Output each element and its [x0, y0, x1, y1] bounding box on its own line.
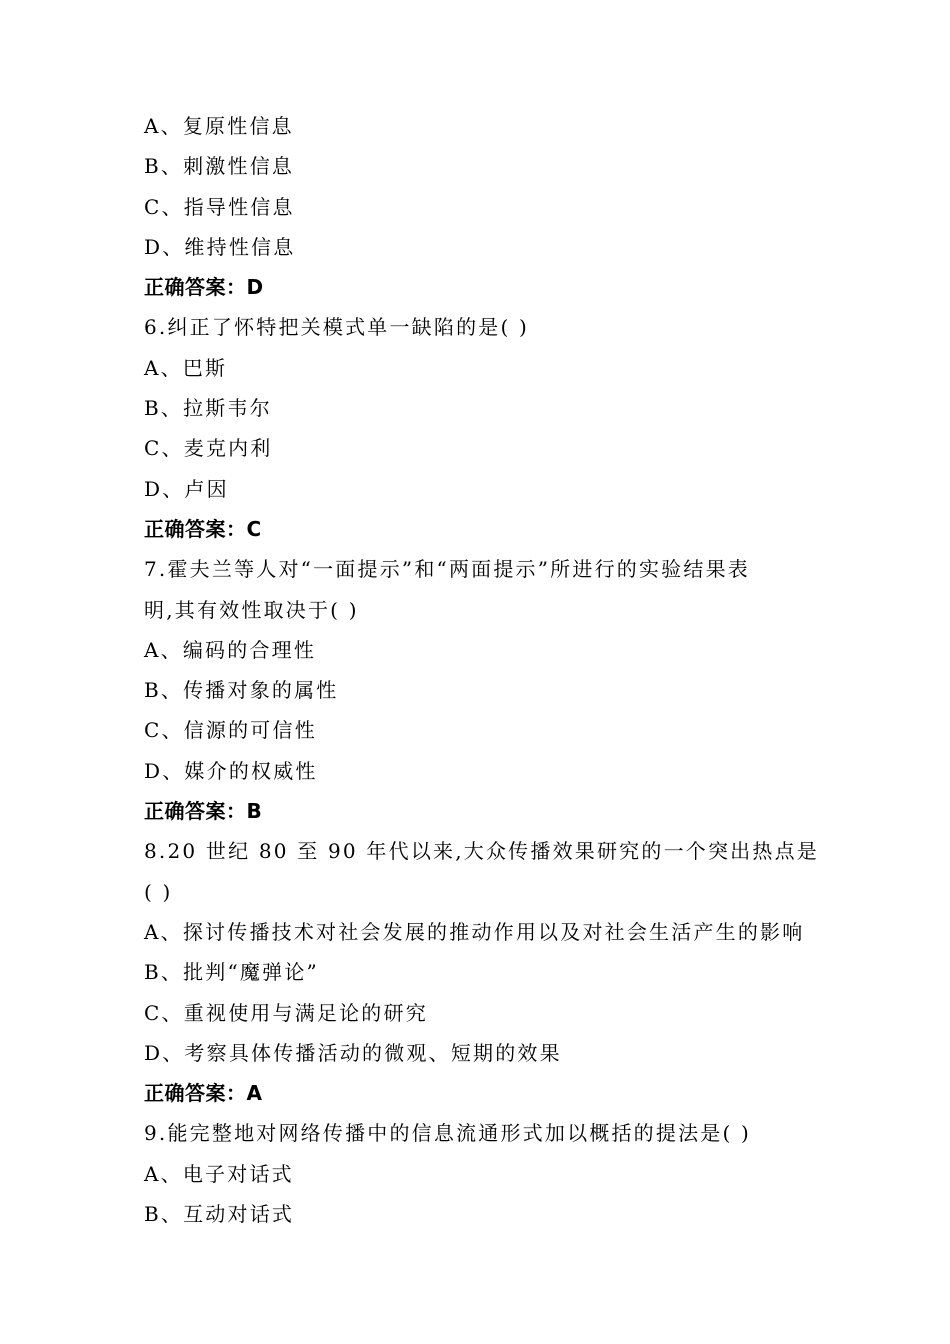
question-8-line-1: 8.20 世纪 80 至 90 年代以来,大众传播效果研究的一个突出热点是 — [144, 839, 819, 864]
answer-q6: 正确答案：C — [144, 516, 262, 541]
option-q8-b: B、批判“魔弹论” — [144, 960, 319, 985]
option-q8-c: C、重视使用与满足论的研究 — [144, 1000, 428, 1025]
option-q9-a: A、电子对话式 — [144, 1161, 294, 1186]
question-9: 9.能完整地对网络传播中的信息流通形式加以概括的提法是( ) — [144, 1121, 752, 1146]
answer-q5: 正确答案：D — [144, 275, 264, 300]
question-6: 6.纠正了怀特把关模式单一缺陷的是( ) — [144, 315, 530, 340]
option-q5-c: C、指导性信息 — [144, 194, 295, 219]
option-q8-a: A、探讨传播技术对社会发展的推动作用以及对社会生活产生的影响 — [144, 919, 805, 944]
option-q6-b: B、拉斯韦尔 — [144, 396, 272, 421]
option-q7-c: C、信源的可信性 — [144, 718, 317, 743]
option-q8-d: D、考察具体传播活动的微观、短期的效果 — [144, 1040, 562, 1065]
option-q7-b: B、传播对象的属性 — [144, 678, 339, 703]
answer-q7: 正确答案：B — [144, 799, 263, 824]
option-q7-d: D、媒介的权威性 — [144, 758, 318, 783]
question-7-line-1: 7.霍夫兰等人对“一面提示”和“两面提示”所进行的实验结果表 — [144, 557, 750, 582]
option-q6-c: C、麦克内利 — [144, 436, 273, 461]
option-q5-a: A、复原性信息 — [144, 114, 294, 138]
option-q6-d: D、卢因 — [144, 476, 229, 501]
option-q6-a: A、巴斯 — [144, 355, 228, 380]
option-q7-a: A、编码的合理性 — [144, 637, 317, 662]
question-7-line-2: 明,其有效性取决于( ) — [144, 597, 359, 622]
question-8-line-2: ( ) — [144, 879, 173, 904]
option-q9-b: B、互动对话式 — [144, 1202, 295, 1227]
document-body — [144, 106, 819, 1234]
answer-q8: 正确答案：A — [144, 1081, 263, 1106]
option-q5-b: B、刺激性信息 — [144, 154, 295, 179]
option-q5-d: D、维持性信息 — [144, 234, 296, 259]
